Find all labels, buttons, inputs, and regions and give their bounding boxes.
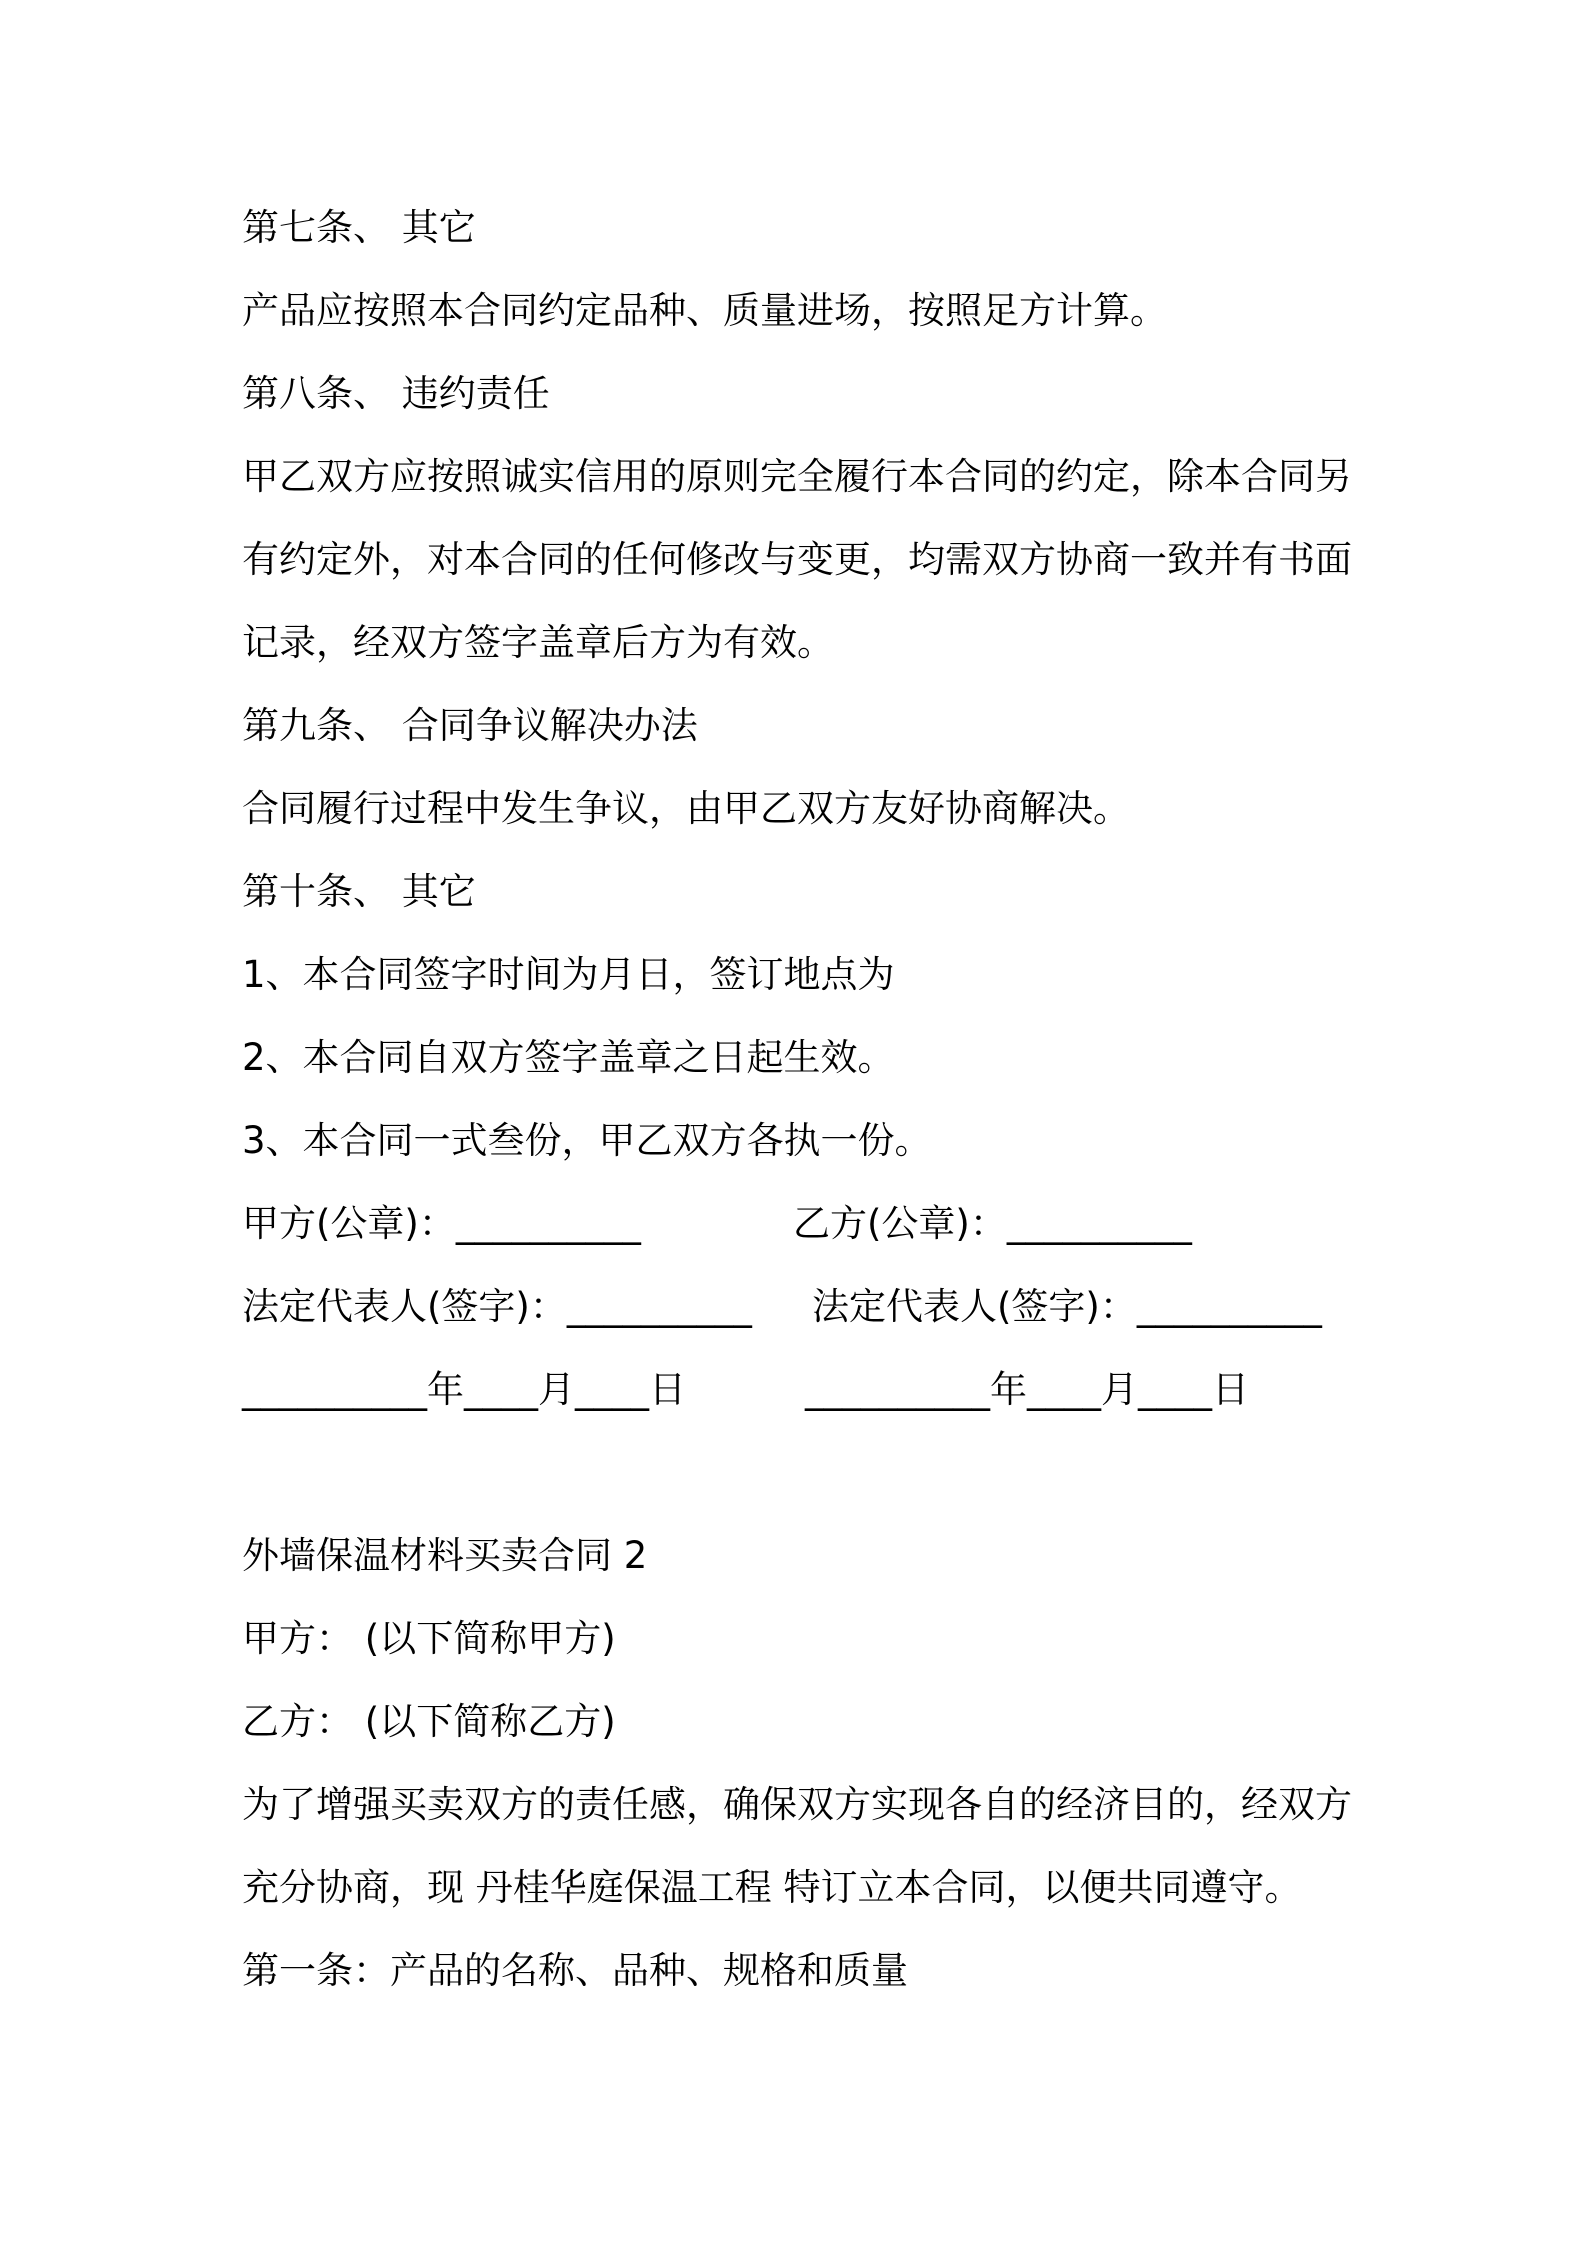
paragraph-line: 有约定外，对本合同的任何修改与变更，均需双方协商一致并有书面 <box>242 538 1352 581</box>
article-1-heading: 第一条：产品的名称、品种、规格和质量 <box>242 1949 908 1992</box>
party-a-date-field: __________年____月____日 <box>242 1368 686 1411</box>
party-a-line: 甲方： (以下简称甲方) <box>242 1617 616 1660</box>
party-a-rep-field: 法定代表人(签字)：__________ <box>242 1285 752 1328</box>
paragraph-line: 为了增强买卖双方的责任感，确保双方实现各自的经济目的，经双方 <box>242 1783 1352 1826</box>
paragraph-line: 充分协商，现 丹桂华庭保温工程 特订立本合同，以便共同遵守。 <box>242 1866 1302 1909</box>
party-b-seal-field: 乙方(公章)：__________ <box>793 1202 1192 1245</box>
party-b-date-field: __________年____月____日 <box>805 1368 1249 1411</box>
article-8-heading: 第八条、 违约责任 <box>242 372 550 415</box>
article-10-heading: 第十条、 其它 <box>242 870 476 913</box>
article-9-heading: 第九条、 合同争议解决办法 <box>242 704 698 747</box>
article-7-heading: 第七条、 其它 <box>242 206 476 249</box>
clause-item: 3、本合同一式叁份，甲乙双方各执一份。 <box>242 1119 932 1162</box>
paragraph-line: 甲乙双方应按照诚实信用的原则完全履行本合同的约定，除本合同另 <box>242 455 1352 498</box>
clause-item: 1、本合同签字时间为月日，签订地点为 <box>242 953 895 996</box>
party-b-rep-field: 法定代表人(签字)：__________ <box>812 1285 1322 1328</box>
paragraph-line: 产品应按照本合同约定品种、质量进场，按照足方计算。 <box>242 289 1167 332</box>
party-b-line: 乙方： (以下简称乙方) <box>242 1700 616 1743</box>
paragraph-line: 合同履行过程中发生争议，由甲乙双方友好协商解决。 <box>242 787 1130 830</box>
clause-item: 2、本合同自双方签字盖章之日起生效。 <box>242 1036 895 1079</box>
contract-2-title: 外墙保温材料买卖合同 2 <box>242 1534 648 1577</box>
party-a-seal-field: 甲方(公章)：__________ <box>242 1202 641 1245</box>
paragraph-line: 记录，经双方签字盖章后方为有效。 <box>242 621 834 664</box>
